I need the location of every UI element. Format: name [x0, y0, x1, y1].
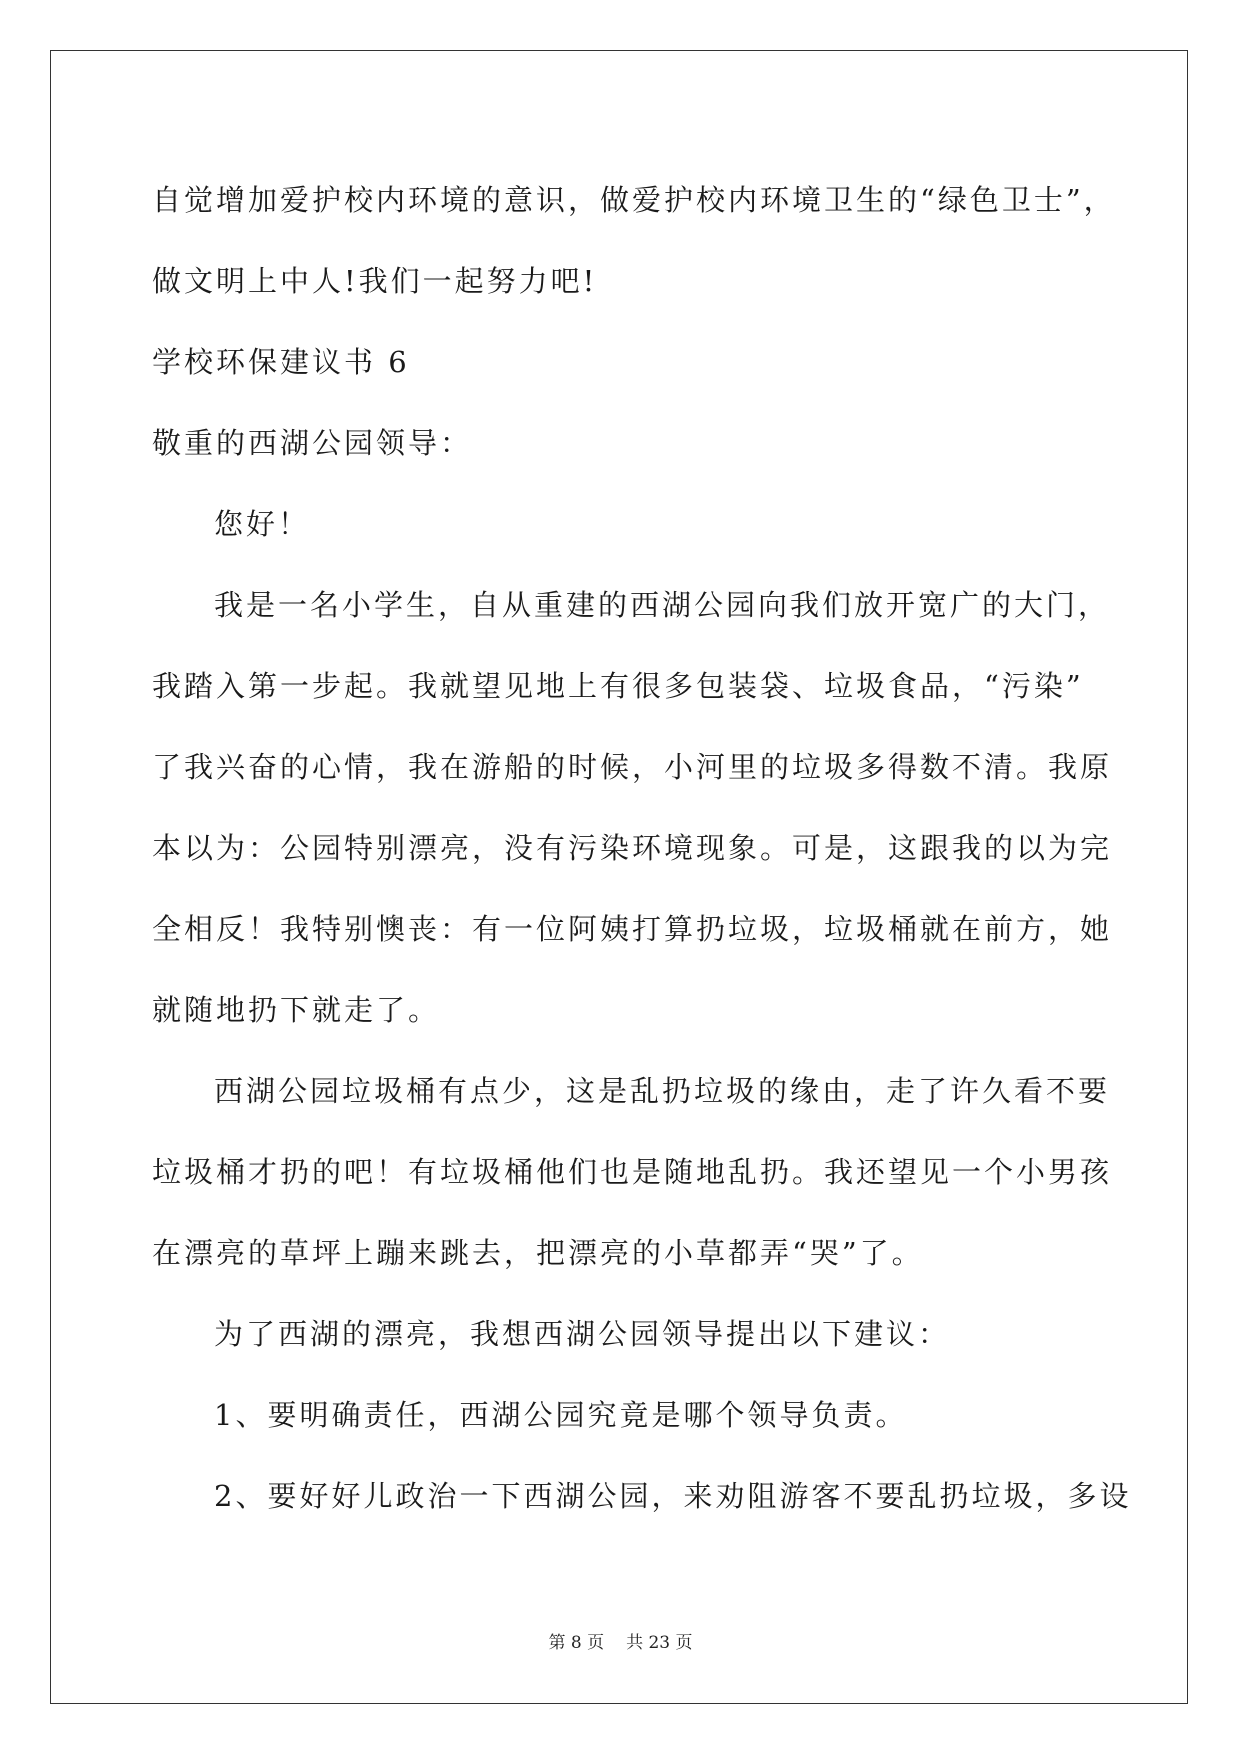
text-line: 自觉增加爱护校内环境的意识，做爱护校内环境卫生的“绿色卫士”，	[152, 183, 1116, 217]
document-body	[152, 160, 1132, 1537]
text-line: 垃圾桶才扔的吧！有垃圾桶他们也是随地乱扔。我还望见一个小男孩	[152, 1155, 1113, 1189]
list-item: 2、要好好儿政治一下西湖公园，来劝阻游客不要乱扔垃圾，多设	[214, 1479, 1132, 1513]
text-line: 在漂亮的草坪上蹦来跳去，把漂亮的小草都弄“哭”了。	[152, 1236, 924, 1270]
text-line: 西湖公园垃圾桶有点少，这是乱扔垃圾的缘由，走了许久看不要	[214, 1074, 1111, 1108]
text-line: 做文明上中人!我们一起努力吧!	[152, 264, 598, 298]
page-number: 第 8 页	[548, 1633, 605, 1653]
text-line: 我踏入第一步起。我就望见地上有很多包装袋、垃圾食品，“污染”	[152, 669, 1084, 703]
page-footer	[0, 1628, 1241, 1653]
text-line: 全相反！我特别懊丧：有一位阿姨打算扔垃圾，垃圾桶就在前方，她	[152, 912, 1113, 946]
page-total: 共 23 页	[626, 1633, 693, 1653]
text-line: 为了西湖的漂亮，我想西湖公园领导提出以下建议：	[214, 1317, 951, 1351]
section-title: 学校环保建议书 6	[152, 345, 410, 379]
text-line: 了我兴奋的心情，我在游船的时候，小河里的垃圾多得数不清。我原	[152, 750, 1113, 784]
greeting: 您好！	[214, 507, 311, 541]
text-line: 我是一名小学生，自从重建的西湖公园向我们放开宽广的大门，	[214, 588, 1111, 622]
salutation: 敬重的西湖公园领导：	[152, 426, 473, 460]
text-line: 就随地扔下就走了。	[152, 993, 441, 1027]
text-line: 本以为：公园特别漂亮，没有污染环境现象。可是，这跟我的以为完	[152, 831, 1113, 865]
list-item: 1、要明确责任，西湖公园究竟是哪个领导负责。	[214, 1398, 908, 1432]
